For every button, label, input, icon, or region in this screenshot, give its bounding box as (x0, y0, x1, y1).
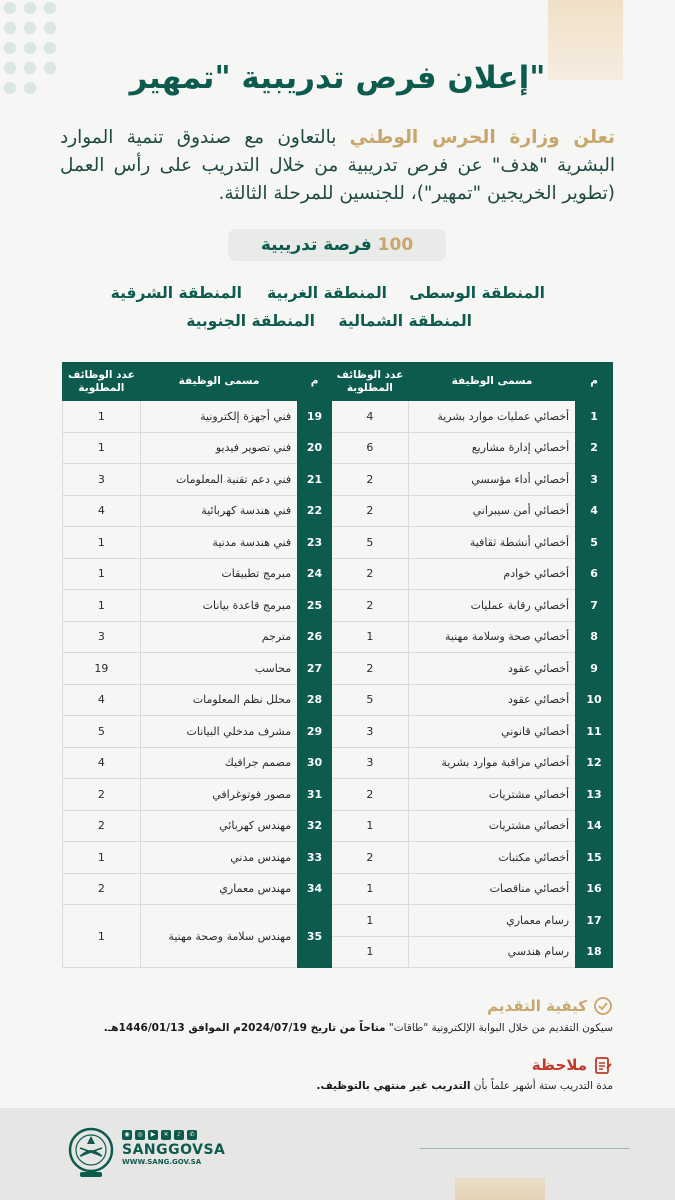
page-title: "إعلان فرص تدريبية "تمهير (129, 60, 546, 96)
job-count: 1 (63, 905, 141, 968)
intro-paragraph (60, 124, 615, 208)
table-row (332, 527, 613, 559)
whatsapp-icon[interactable]: ✆ (187, 1130, 197, 1140)
job-number: 21 (298, 464, 332, 496)
region-eastern: المنطقة الشرقية (110, 284, 242, 302)
table-row (63, 527, 332, 559)
job-number: 35 (298, 905, 332, 968)
job-number: 8 (576, 621, 613, 653)
table-row (332, 464, 613, 496)
job-count: 19 (63, 653, 141, 685)
opportunities-count: 100 (377, 235, 414, 255)
job-title: فني دعم تقنية المعلومات (140, 464, 297, 496)
job-count: 1 (63, 558, 141, 590)
job-title: مبرمج قاعدة بيانات (140, 590, 297, 622)
job-title: أخصائي إدارة مشاريع (408, 432, 575, 464)
table-row (63, 558, 332, 590)
job-count: 1 (332, 873, 409, 905)
table-row (332, 716, 613, 748)
instagram-icon[interactable]: ◎ (135, 1130, 145, 1140)
note-heading: ملاحظة (531, 1056, 587, 1074)
job-number: 14 (576, 810, 613, 842)
job-number: 17 (576, 905, 613, 937)
job-title: مصمم جرافيك (140, 747, 297, 779)
job-count: 1 (332, 810, 409, 842)
job-title: رسام معماري (408, 905, 575, 937)
table-row (63, 621, 332, 653)
table-row (63, 464, 332, 496)
job-number: 23 (298, 527, 332, 559)
job-count: 1 (63, 842, 141, 874)
job-title: محاسب (140, 653, 297, 685)
region-western: المنطقة الغربية (267, 284, 387, 302)
job-title: فني هندسة مدنية (140, 527, 297, 559)
job-count: 1 (63, 527, 141, 559)
job-number: 33 (298, 842, 332, 874)
job-count: 3 (332, 716, 409, 748)
job-title: أخصائي صحة وسلامة مهنية (408, 621, 575, 653)
table-header-row (63, 363, 332, 401)
x-icon[interactable]: ✕ (161, 1130, 171, 1140)
brand-url[interactable]: WWW.SANG.GOV.SA (122, 1158, 202, 1166)
header-title: مسمى الوظيفة (140, 363, 297, 401)
job-number: 15 (576, 842, 613, 874)
job-count: 2 (332, 464, 409, 496)
table-row (332, 779, 613, 811)
table-row (63, 495, 332, 527)
job-count: 5 (63, 716, 141, 748)
note-text-a: مدة التدريب ستة أشهر علماً بأن (470, 1080, 613, 1092)
job-count: 3 (63, 464, 141, 496)
job-title: أخصائي مكتبات (408, 842, 575, 874)
job-title: مهندس مدني (140, 842, 297, 874)
job-count: 4 (63, 684, 141, 716)
table-row (332, 905, 613, 937)
job-count: 2 (332, 590, 409, 622)
job-title: أخصائي أنشطة ثقافية (408, 527, 575, 559)
job-title: فني تصوير فيديو (140, 432, 297, 464)
job-number: 24 (298, 558, 332, 590)
job-count: 5 (332, 684, 409, 716)
job-title: أخصائي عقود (408, 684, 575, 716)
job-number: 10 (576, 684, 613, 716)
table-row (332, 684, 613, 716)
header-num: م (298, 363, 332, 401)
intro-text: بالتعاون مع صندوق تنمية الموارد البشرية "هدف" عن فرص تدريبية من خلال التدريب على رأس العمل (تطوير الخريجين "تمهير")، للجنسين للمرحلة الثالثة. (60, 127, 615, 204)
job-number: 28 (298, 684, 332, 716)
job-count: 2 (332, 779, 409, 811)
table-row (63, 401, 332, 433)
table-row (332, 842, 613, 874)
youtube-icon[interactable]: ▶ (148, 1130, 158, 1140)
table-row (63, 810, 332, 842)
job-title: مبرمج تطبيقات (140, 558, 297, 590)
job-count: 1 (63, 432, 141, 464)
job-title: فني هندسة كهربائية (140, 495, 297, 527)
job-title: مهندس كهربائي (140, 810, 297, 842)
job-number: 22 (298, 495, 332, 527)
snapchat-icon[interactable]: ◉ (122, 1130, 132, 1140)
job-number: 11 (576, 716, 613, 748)
table-row (332, 873, 613, 905)
table-row (332, 401, 613, 433)
table-row (332, 495, 613, 527)
job-count: 6 (332, 432, 409, 464)
job-count: 1 (332, 621, 409, 653)
job-number: 2 (576, 432, 613, 464)
table-row (332, 621, 613, 653)
tiktok-icon[interactable]: ♪ (174, 1130, 184, 1140)
region-southern: المنطقة الجنوبية (186, 312, 315, 330)
apply-heading: كيفية التقديم (487, 997, 587, 1015)
job-count: 3 (332, 747, 409, 779)
job-count: 2 (332, 653, 409, 685)
opportunities-pill (228, 229, 446, 261)
opportunities-label: فرصة تدريبية (260, 235, 372, 255)
job-count: 4 (63, 495, 141, 527)
job-count: 3 (63, 621, 141, 653)
national-guard-emblem-icon (66, 1124, 116, 1180)
note-icon (593, 1055, 613, 1075)
job-number: 32 (298, 810, 332, 842)
table-row (63, 779, 332, 811)
table-row (63, 905, 332, 968)
job-count: 2 (63, 810, 141, 842)
job-number: 1 (576, 401, 613, 433)
job-number: 5 (576, 527, 613, 559)
job-title: أخصائي مشتريات (408, 810, 575, 842)
job-number: 3 (576, 464, 613, 496)
job-count: 2 (332, 842, 409, 874)
job-number: 12 (576, 747, 613, 779)
job-title: أخصائي عقود (408, 653, 575, 685)
job-number: 27 (298, 653, 332, 685)
job-number: 19 (298, 401, 332, 433)
job-number: 18 (576, 936, 613, 968)
job-number: 29 (298, 716, 332, 748)
social-icons (122, 1130, 225, 1140)
table-header-row (332, 363, 613, 401)
table-row (63, 747, 332, 779)
job-number: 34 (298, 873, 332, 905)
apply-text (104, 1022, 613, 1034)
table-row (332, 810, 613, 842)
job-count: 2 (63, 873, 141, 905)
table-row (332, 432, 613, 464)
table-row (63, 684, 332, 716)
brand-name: SANGGOVSA (122, 1142, 226, 1158)
jobs-table-left (62, 362, 332, 968)
job-count: 2 (332, 558, 409, 590)
decorative-corner (455, 1178, 545, 1200)
job-title: مهندس سلامة وصحة مهنية (140, 905, 297, 968)
header-count: عدد الوظائف المطلوبة (332, 363, 409, 401)
job-number: 9 (576, 653, 613, 685)
job-title: أخصائي خوادم (408, 558, 575, 590)
note-text (316, 1080, 613, 1092)
header-title: مسمى الوظيفة (408, 363, 575, 401)
region-northern: المنطقة الشمالية (338, 312, 472, 330)
note-text-b: التدريب غير منتهي بالتوظيف. (316, 1080, 471, 1092)
jobs-table-right (331, 362, 613, 968)
job-title: مصور فوتوغرافي (140, 779, 297, 811)
table-row (63, 716, 332, 748)
region-central: المنطقة الوسطى (409, 284, 545, 302)
table-row (332, 590, 613, 622)
job-title: أخصائي رقابة عمليات (408, 590, 575, 622)
table-row (332, 653, 613, 685)
org-highlight: تعلن وزارة الحرس الوطني (349, 127, 615, 148)
job-count: 4 (332, 401, 409, 433)
apply-text-b: متاحاً من تاريخ 2024/07/19م الموافق 1446/01/13هـ. (103, 1022, 386, 1034)
job-count: 1 (332, 936, 409, 968)
job-title: مهندس معماري (140, 873, 297, 905)
job-title: مشرف مدخلي البيانات (140, 716, 297, 748)
checklist-icon (593, 996, 613, 1016)
table-row (332, 747, 613, 779)
job-number: 6 (576, 558, 613, 590)
job-count: 2 (332, 495, 409, 527)
job-count: 5 (332, 527, 409, 559)
table-row (63, 653, 332, 685)
job-title: فني أجهزة إلكترونية (140, 401, 297, 433)
job-number: 25 (298, 590, 332, 622)
job-count: 1 (63, 401, 141, 433)
header-count: عدد الوظائف المطلوبة (63, 363, 141, 401)
job-title: أخصائي مراقبة موارد بشرية (408, 747, 575, 779)
job-title: رسام هندسي (408, 936, 575, 968)
table-row (63, 590, 332, 622)
brand-block (122, 1130, 225, 1166)
job-title: مترجم (140, 621, 297, 653)
job-title: أخصائي قانوني (408, 716, 575, 748)
apply-text-a: سيكون التقديم من خلال البوابة الإلكترونية "طاقات" (385, 1022, 613, 1034)
job-number: 30 (298, 747, 332, 779)
job-number: 16 (576, 873, 613, 905)
job-title: محلل نظم المعلومات (140, 684, 297, 716)
job-number: 7 (576, 590, 613, 622)
footer-divider (420, 1148, 630, 1149)
job-title: أخصائي مناقصات (408, 873, 575, 905)
job-title: أخصائي أمن سيبراني (408, 495, 575, 527)
table-row (332, 558, 613, 590)
table-row (63, 842, 332, 874)
table-row (63, 873, 332, 905)
job-number: 31 (298, 779, 332, 811)
job-title: أخصائي مشتريات (408, 779, 575, 811)
job-number: 26 (298, 621, 332, 653)
job-count: 2 (63, 779, 141, 811)
job-number: 13 (576, 779, 613, 811)
job-number: 20 (298, 432, 332, 464)
table-row (332, 936, 613, 968)
job-count: 4 (63, 747, 141, 779)
header-num: م (576, 363, 613, 401)
table-row (63, 432, 332, 464)
job-count: 1 (63, 590, 141, 622)
job-title: أخصائي عمليات موارد بشرية (408, 401, 575, 433)
job-count: 1 (332, 905, 409, 937)
job-title: أخصائي أداء مؤسسي (408, 464, 575, 496)
job-number: 4 (576, 495, 613, 527)
